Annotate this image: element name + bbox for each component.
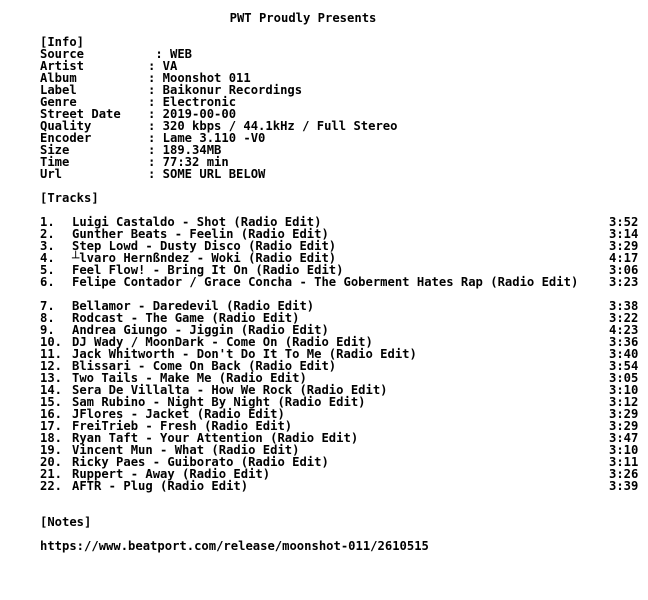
track-title: Rodcast - The Game (Radio Edit) [72, 311, 300, 325]
track-num: 1. [40, 215, 55, 229]
track-time: 3:40 [609, 347, 639, 361]
track-num: 12. [40, 359, 63, 373]
info-rows [40, 48, 397, 180]
track-num: 5. [40, 263, 55, 277]
track-num: 21. [40, 467, 63, 481]
track-time: 3:22 [609, 311, 639, 325]
info-key: Album [40, 71, 77, 85]
track-title: Two Tails - Make Me (Radio Edit) [72, 371, 307, 385]
info-key: Quality [40, 119, 92, 133]
track-time: 3:36 [609, 335, 639, 349]
track-title: Andrea Giungo - Jiggin (Radio Edit) [72, 323, 329, 337]
track-num: 11. [40, 347, 63, 361]
track-num: 9. [40, 323, 55, 337]
info-key: Artist [40, 59, 85, 73]
track-title: Felipe Contador / Grace Concha - The Goberment Hates Rap (Radio Edit) [72, 275, 579, 289]
track-title: Ricky Paes - Guiborato (Radio Edit) [72, 455, 329, 469]
track-num: 7. [40, 299, 55, 313]
track-time: 3:12 [609, 395, 639, 409]
track-title: Gunther Beats - Feelin (Radio Edit) [72, 227, 329, 241]
notes-section [40, 516, 429, 552]
track-title: Luigi Castaldo - Shot (Radio Edit) [72, 215, 322, 229]
info-key: Time [40, 155, 70, 169]
info-key: Genre [40, 95, 77, 109]
info-value: : 320 kbps / 44.1kHz / Full Stereo [148, 119, 398, 133]
track-num: 14. [40, 383, 63, 397]
info-value: : Moonshot 011 [148, 71, 251, 85]
track-title: Step Lowd - Dusty Disco (Radio Edit) [72, 239, 337, 253]
info-heading: [Info] [40, 35, 85, 49]
track-time: 3:23 [609, 275, 639, 289]
track-num: 15. [40, 395, 63, 409]
track-time: 3:38 [609, 299, 639, 313]
notes-heading: [Notes] [40, 515, 92, 529]
notes-url: https://www.beatport.com/release/moonshot-011/2610515 [40, 539, 429, 553]
info-key: Url [40, 167, 63, 181]
track-num: 13. [40, 371, 63, 385]
info-value: : WEB [148, 47, 193, 61]
track-num: 22. [40, 479, 63, 493]
track-num: 8. [40, 311, 55, 325]
track-row [40, 275, 639, 300]
track-title: JFlores - Jacket (Radio Edit) [72, 407, 285, 421]
track-time: 4:17 [609, 251, 639, 265]
track-time: 3:54 [609, 359, 639, 373]
track-time: 3:05 [609, 371, 639, 385]
track-time: 3:29 [609, 407, 639, 421]
track-num: 4. [40, 251, 55, 265]
info-key: Encoder [40, 131, 92, 145]
info-value: : 189.34MB [148, 143, 222, 157]
info-value: : Lame 3.110 -V0 [148, 131, 266, 145]
info-value: : VA [148, 59, 178, 73]
track-time: 3:29 [609, 239, 639, 253]
track-row [40, 479, 639, 493]
info-key: Label [40, 83, 77, 97]
track-num: 16. [40, 407, 63, 421]
info-key: Source [40, 47, 85, 61]
tracks-section [40, 191, 639, 493]
track-num: 17. [40, 419, 63, 433]
track-title: Feel Flow! - Bring It On (Radio Edit) [72, 263, 344, 277]
track-title: DJ Wady / MoonDark - Come On (Radio Edit) [72, 335, 373, 349]
info-value: : Baikonur Recordings [148, 83, 303, 97]
track-time: 3:29 [609, 419, 639, 433]
document-header: PWT Proudly Presents [229, 11, 377, 25]
track-title: Sam Rubino - Night By Night (Radio Edit) [72, 395, 366, 409]
info-value: : SOME URL BELOW [148, 167, 266, 181]
track-title: FreiTrieb - Fresh (Radio Edit) [72, 419, 293, 433]
track-title: Ryan Taft - Your Attention (Radio Edit) [72, 431, 359, 445]
track-title: AFTR - Plug (Radio Edit) [72, 479, 249, 493]
track-time: 3:11 [609, 455, 639, 469]
track-time: 3:26 [609, 467, 639, 481]
track-title: Ruppert - Away (Radio Edit) [72, 467, 271, 481]
track-num: 2. [40, 227, 55, 241]
info-key: Size [40, 143, 70, 157]
track-num: 10. [40, 335, 63, 349]
track-num: 6. [40, 275, 55, 289]
track-num: 20. [40, 455, 63, 469]
track-time: 4:23 [609, 323, 639, 337]
tracks-heading: [Tracks] [40, 191, 99, 205]
info-value: : 77:32 min [148, 155, 229, 169]
track-num: 19. [40, 443, 63, 457]
track-time: 3:52 [609, 215, 639, 229]
track-title: Vincent Mun - What (Radio Edit) [72, 443, 300, 457]
track-title: Blissari - Come On Back (Radio Edit) [72, 359, 337, 373]
info-key: Street Date [40, 107, 121, 121]
track-title: Jack Whitworth - Don't Do It To Me (Radio Edit) [72, 347, 417, 361]
track-title: ┴lvaro Hernßndez - Woki (Radio Edit) [72, 251, 337, 265]
track-title: Bellamor - Daredevil (Radio Edit) [72, 299, 315, 313]
track-time: 3:06 [609, 263, 639, 277]
track-num: 18. [40, 431, 63, 445]
info-value: : Electronic [148, 95, 237, 109]
info-section [40, 36, 397, 180]
track-list [40, 215, 639, 493]
info-row [40, 48, 397, 60]
track-title: Sera De Villalta - How We Rock (Radio Edit) [72, 383, 388, 397]
track-num: 3. [40, 239, 55, 253]
track-time: 3:14 [609, 227, 639, 241]
track-time: 3:10 [609, 383, 639, 397]
track-time: 3:10 [609, 443, 639, 457]
info-row [40, 168, 397, 180]
info-value: : 2019-00-00 [148, 107, 237, 121]
track-time: 3:39 [609, 479, 639, 493]
track-time: 3:47 [609, 431, 639, 445]
